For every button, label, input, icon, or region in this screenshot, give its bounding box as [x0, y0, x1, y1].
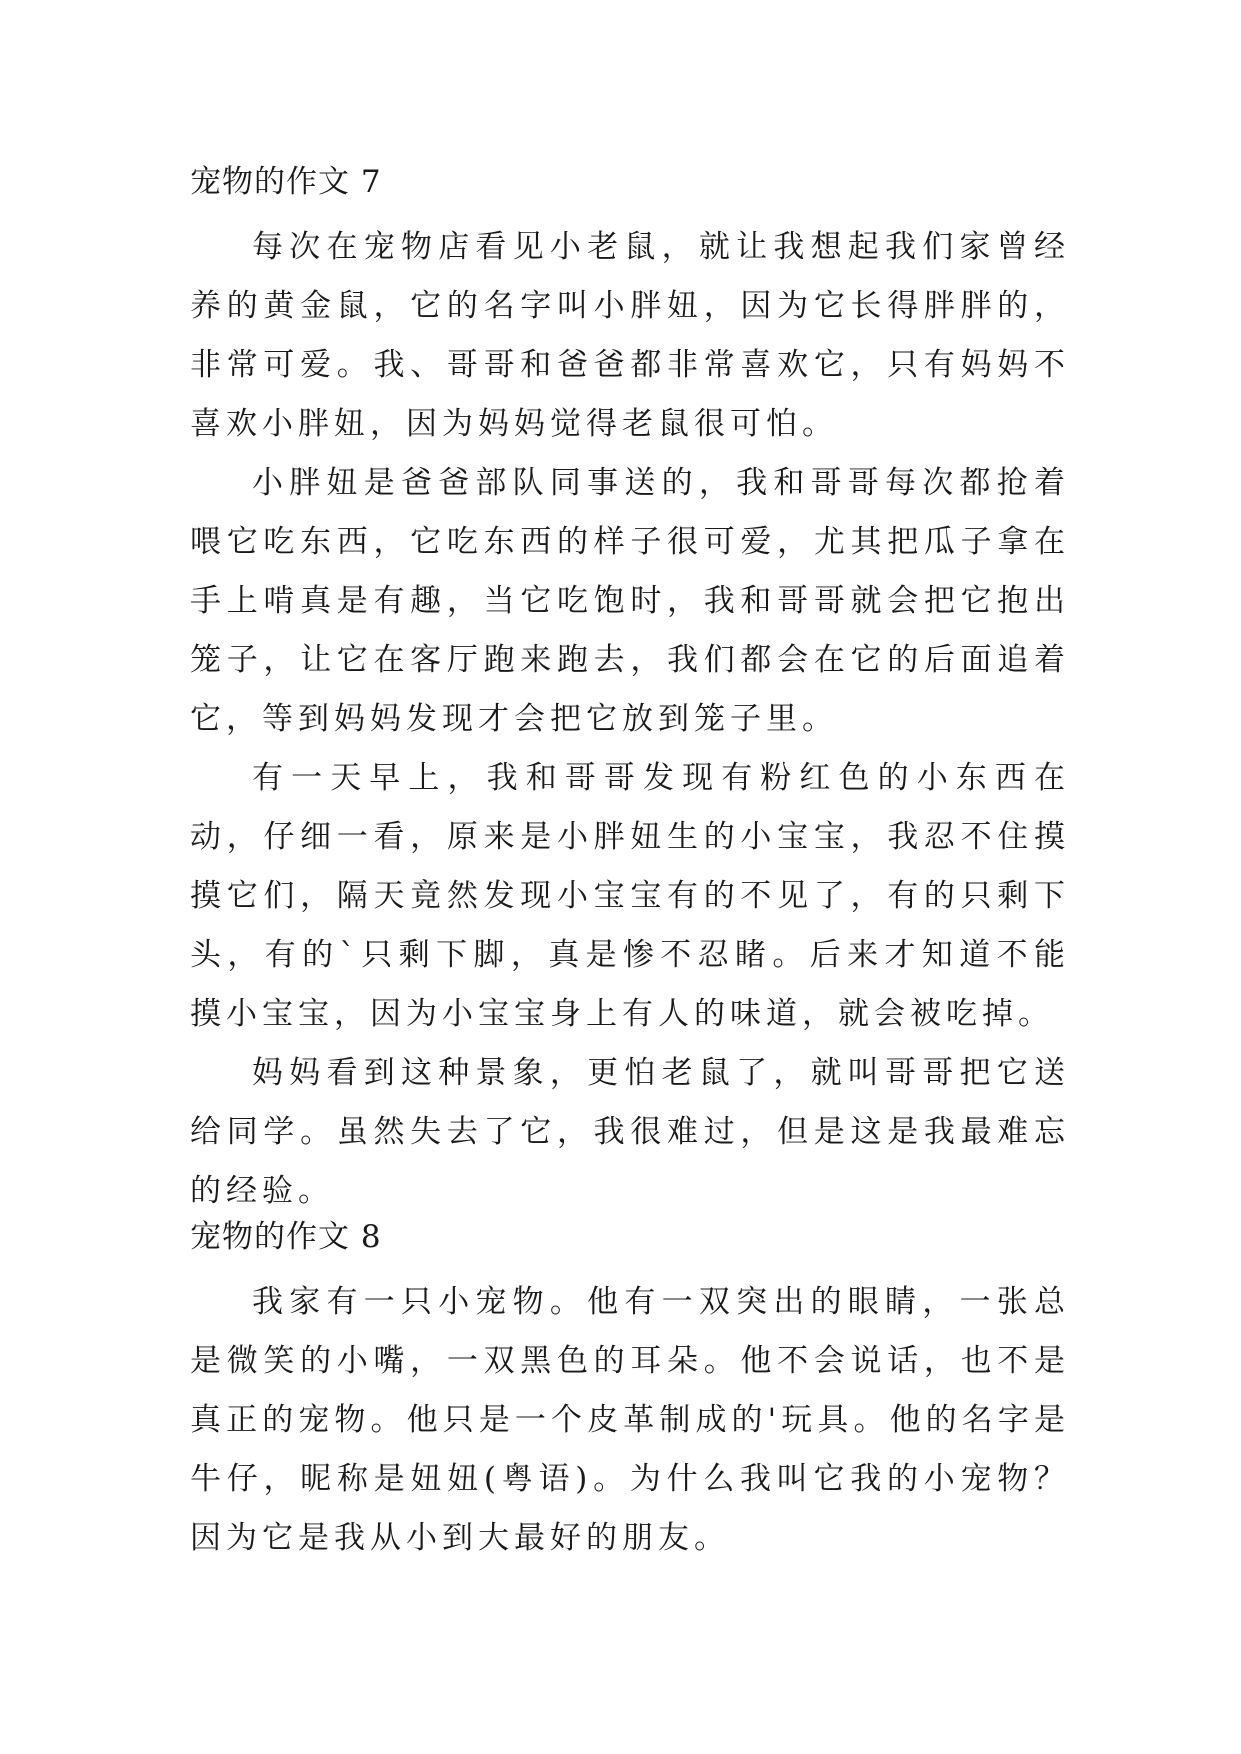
paragraph: 小胖妞是爸爸部队同事送的，我和哥哥每次都抢着喂它吃东西，它吃东西的样子很可爱，尤其把瓜子拿在手上啃真是有趣，当它吃饱时，我和哥哥就会把它抱出笼子，让它在客厅跑来跑去，我们都会在它的后面追着它，等到妈妈发现才会把它放到笼子里。 — [190, 465, 1070, 737]
paragraph: 妈妈看到这种景象，更怕老鼠了，就叫哥哥把它送给同学。虽然失去了它，我很难过，但是这是我最难忘的经验。 — [190, 1055, 1070, 1209]
essay-title: 宠物的作文 7 — [190, 164, 382, 200]
essay-body — [190, 1273, 1070, 1568]
essay-title: 宠物的作文 8 — [190, 1219, 382, 1255]
essay-body — [190, 218, 1070, 1221]
essay-7 — [190, 158, 1070, 1221]
paragraph: 每次在宠物店看见小老鼠，就让我想起我们家曾经养的黄金鼠，它的名字叫小胖妞，因为它长得胖胖的，非常可爱。我、哥哥和爸爸都非常喜欢它，只有妈妈不喜欢小胖妞，因为妈妈觉得老鼠很可怕。 — [190, 229, 1070, 442]
essay-8 — [190, 1213, 1070, 1568]
paragraph: 有一天早上，我和哥哥发现有粉红色的小东西在动，仔细一看，原来是小胖妞生的小宝宝，我忍不住摸摸它们，隔天竟然发现小宝宝有的不见了，有的只剩下头，有的`只剩下脚，真是惨不忍睹。后来才知道不能摸小宝宝，因为小宝宝身上有人的味道，就会被吃掉。 — [190, 760, 1070, 1032]
paragraph: 我家有一只小宠物。他有一双突出的眼睛，一张总是微笑的小嘴，一双黑色的耳朵。他不会说话，也不是真正的宠物。他只是一个皮革制成的'玩具。他的名字是牛仔，昵称是妞妞(粤语)。为什么我叫它我的小宠物？因为它是我从小到大最好的朋友。 — [190, 1284, 1070, 1556]
